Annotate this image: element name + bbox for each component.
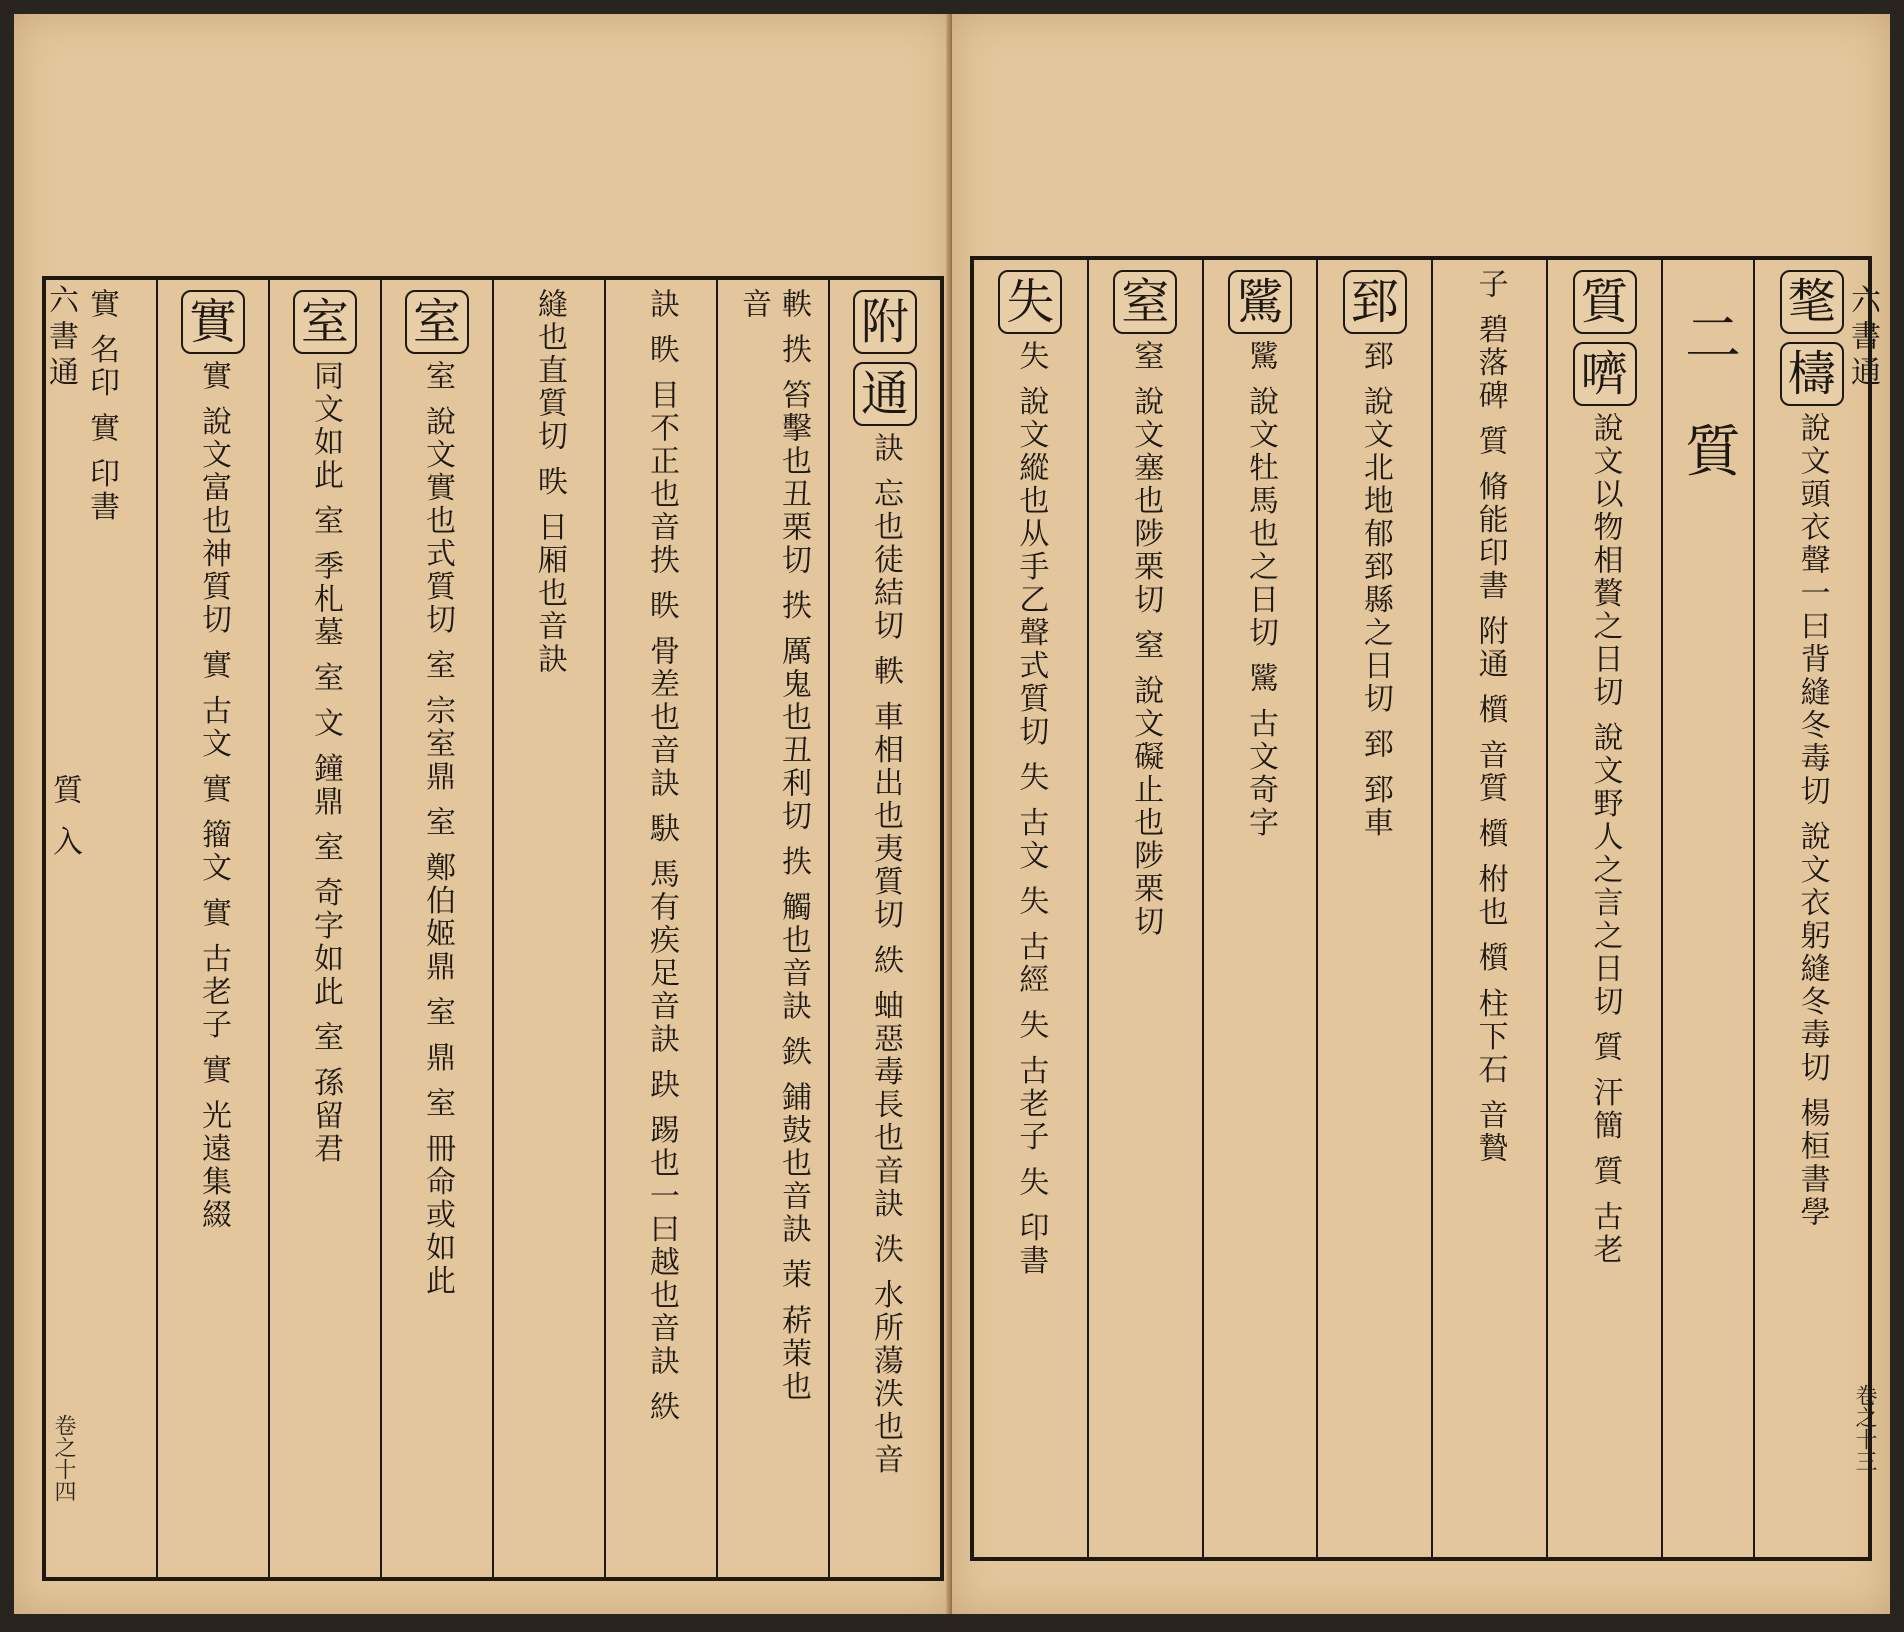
column-text: 實 說文富也神質切 實 古文 實 籀文 實 古老子 實 光遠集綴 [196, 360, 231, 1232]
left-columns [46, 280, 940, 1577]
column-text: 訣 忘也徒結切 軼 車相出也夷質切 紩 蚰惡毒長也音訣 泆 水所蕩泆也音 [868, 432, 903, 1477]
text-column [604, 280, 716, 1577]
column-text: 郅 說文北地郁郅縣之日切 郅 郅車 [1357, 340, 1393, 840]
column-text: 子 碧落碑 質 脩能印書 附通 櫍 音質 櫍 柎也 櫍 柱下石 音贄 [1472, 268, 1508, 1165]
right-page [952, 14, 1890, 1614]
column-text: 縫也直質切 昳 日厢也音訣 [532, 288, 567, 677]
column-text: 失 說文縱也从手乙聲式質切 失 古文 失 古經 失 古老子 失 印書 [1013, 340, 1049, 1278]
head-character: 室 [405, 290, 469, 354]
left-text-frame [42, 276, 944, 1581]
section-title: 二 質 [1676, 308, 1742, 498]
left-page [14, 14, 952, 1614]
head-character: 騭 [1228, 270, 1292, 334]
text-column [974, 260, 1087, 1557]
text-column [716, 280, 828, 1577]
head-character: 室 [293, 290, 357, 354]
right-columns [974, 260, 1868, 1557]
text-column [46, 280, 156, 1577]
text-column [1753, 260, 1868, 1557]
head-character: 失 [998, 270, 1062, 334]
text-column [1202, 260, 1317, 1557]
text-column [268, 280, 380, 1577]
column-text: 軼 抶 笞擊也丑栗切 抶 厲鬼也丑利切 抶 觸也音訣 鉄 鋪鼓也音訣 茦 菥茦也音 [736, 288, 811, 1404]
left-margin-title: 六書通 [43, 284, 78, 392]
text-column [380, 280, 492, 1577]
column-text: 騭 說文牡馬也之日切 騭 古文奇字 [1243, 340, 1279, 840]
column-text: 說文頭衣聲一曰背縫冬毒切 說文衣躬縫冬毒切 楊桓書學 [1794, 412, 1830, 1230]
column-text: 室 說文實也式質切 室 宗室鼎 室 鄭伯姬鼎 室 鼎 室 冊命或如此 [420, 360, 455, 1298]
head-character: 實 [181, 290, 245, 354]
right-folio: 卷之十三 [1852, 1384, 1877, 1472]
head-character: 通 [853, 362, 917, 426]
column-text: 訣 眣 目不正也音抶 眣 骨差也音訣 駃 馬有疾足音訣 趹 踢也一曰越也音訣 紩 [644, 288, 679, 1424]
text-column [492, 280, 604, 1577]
text-column [1316, 260, 1431, 1557]
head-character: 郅 [1343, 270, 1407, 334]
head-character: 嚌 [1573, 342, 1637, 406]
head-character: 㲠 [1780, 270, 1844, 334]
column-text: 同文如此 室 季札墓 室 文 鐘鼎 室 奇字如此 室 孫留君 [308, 360, 343, 1166]
section-column [1661, 260, 1753, 1557]
head-character: 質 [1573, 270, 1637, 334]
text-column [1431, 260, 1546, 1557]
left-section-mark: 質 入 [47, 774, 82, 862]
right-text-frame [970, 256, 1872, 1561]
text-column [1087, 260, 1202, 1557]
text-column [828, 280, 940, 1577]
head-character: 檮 [1780, 342, 1844, 406]
column-text: 說文以物相贅之日切 說文野人之言之日切 質 汗簡 質 古老 [1587, 412, 1623, 1267]
right-margin-title: 六書通 [1845, 284, 1880, 392]
column-text: 窒 說文塞也陟栗切 窒 說文礙止也陟栗切 [1128, 340, 1164, 939]
left-folio: 卷之十四 [51, 1414, 76, 1502]
head-character: 附 [853, 290, 917, 354]
text-column [156, 280, 268, 1577]
text-column [1546, 260, 1661, 1557]
head-character: 窒 [1113, 270, 1177, 334]
column-text: 實 名印 實 印書 [84, 288, 119, 524]
